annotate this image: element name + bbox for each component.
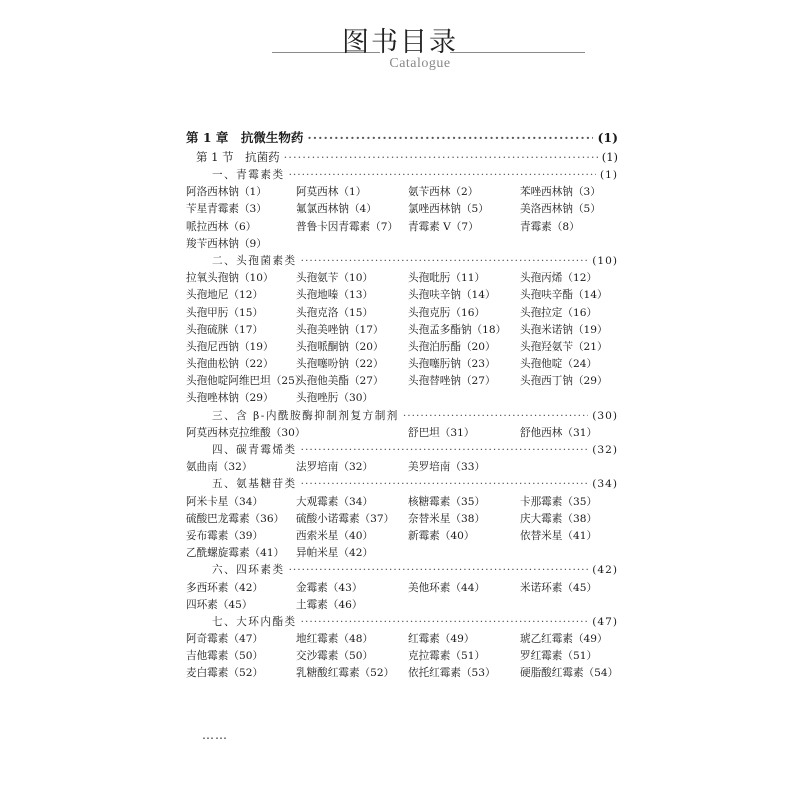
category-label: 一、青霉素类: [212, 169, 285, 181]
continuation-ellipsis: ……: [202, 728, 228, 742]
category-page-number: (47): [592, 615, 618, 628]
drug-entry[interactable]: 卡那霉素（35）: [520, 495, 598, 508]
drug-row: [186, 511, 618, 528]
drug-entry[interactable]: 青霉素 V（7）: [408, 220, 479, 233]
drug-entry[interactable]: 异帕米星（42）: [296, 547, 374, 560]
drug-entry[interactable]: 多西环素（42）: [186, 581, 264, 594]
drug-entry[interactable]: 红霉素（49）: [408, 633, 475, 646]
drug-entry[interactable]: 金霉素（43）: [296, 581, 363, 594]
toc-chapter-entry[interactable]: [186, 128, 618, 147]
drug-row: [186, 373, 618, 390]
drug-entry[interactable]: 硫酸巴龙霉素（36）: [186, 512, 285, 525]
category-label: 六、四环素类: [212, 564, 285, 577]
drug-row: [186, 597, 618, 614]
dot-leader: [307, 128, 593, 147]
drug-row: [186, 631, 618, 648]
drug-row: [186, 339, 618, 356]
drug-entry[interactable]: 头孢米诺钠（19）: [520, 323, 608, 336]
category-page-number: (34): [592, 478, 618, 491]
drug-entry[interactable]: 米诺环素（45）: [520, 581, 598, 594]
drug-entry[interactable]: 罗红霉素（51）: [520, 650, 598, 663]
drug-entry[interactable]: 庆大霉素（38）: [520, 512, 598, 525]
dot-leader: [301, 253, 589, 270]
drug-entry[interactable]: 新霉素（40）: [408, 529, 475, 542]
table-of-contents: [186, 128, 618, 683]
drug-entry[interactable]: 氨曲南（32）: [186, 461, 253, 474]
drug-entry[interactable]: 头孢唑肟（30）: [296, 392, 374, 405]
drug-entry[interactable]: 阿奇霉素（47）: [186, 633, 264, 646]
drug-entry[interactable]: 头孢地尼（12）: [186, 289, 264, 302]
drug-entry[interactable]: 麦白霉素（52）: [186, 667, 264, 680]
drug-entry[interactable]: 氯唑西林钠（5）: [408, 203, 489, 216]
page-subtitle: Catalogue: [389, 56, 451, 71]
drug-entry[interactable]: 氨苄西林（2）: [408, 186, 479, 199]
chapter-label: 第 1 章 抗微生物药: [186, 130, 304, 145]
drug-entry[interactable]: 乙酰螺旋霉素（41）: [186, 547, 285, 560]
drug-row: [186, 665, 618, 682]
drug-entry[interactable]: 头孢丙烯（12）: [520, 272, 598, 285]
category-list: [186, 167, 618, 683]
drug-entry[interactable]: 克拉霉素（51）: [408, 650, 486, 663]
toc-category-entry[interactable]: [186, 562, 618, 579]
drug-entry[interactable]: 头孢拉定（16）: [520, 306, 598, 319]
drug-entry[interactable]: 地红霉素（48）: [296, 633, 374, 646]
drug-entry[interactable]: 阿莫西林（1）: [296, 186, 367, 199]
drug-entry[interactable]: 四环素（45）: [186, 598, 253, 611]
drug-row: [186, 201, 618, 218]
drug-row: [186, 494, 618, 511]
category-label: 三、含 β-内酰胺酶抑制剂复方制剂: [212, 409, 399, 422]
drug-entry[interactable]: 依托红霉素（53）: [408, 667, 496, 680]
category-label: 二、头孢菌素类: [212, 254, 297, 267]
drug-row: [186, 184, 618, 201]
drug-entry[interactable]: 头孢羟氨苄（21）: [520, 340, 608, 353]
category-label: 四、碳青霉烯类: [212, 444, 297, 456]
drug-entry[interactable]: 头孢尼西钠（19）: [186, 340, 274, 353]
drug-entry[interactable]: 美洛西林钠（5）: [520, 203, 601, 216]
drug-entry[interactable]: 头孢唑林钠（29）: [186, 392, 274, 405]
drug-entry[interactable]: 头孢西丁钠（29）: [520, 375, 608, 388]
drug-row: [186, 219, 618, 236]
drug-entry[interactable]: 头孢哌酮钠（20）: [296, 340, 384, 353]
drug-row: [186, 356, 618, 373]
drug-entry[interactable]: 核糖霉素（35）: [408, 495, 486, 508]
drug-entry[interactable]: 硫酸小诺霉素（37）: [296, 512, 395, 525]
drug-entry[interactable]: 阿洛西林钠（1）: [186, 186, 267, 199]
category-page-number: (42): [592, 564, 618, 577]
drug-entry[interactable]: 头孢噻吩钠（22）: [296, 358, 384, 371]
section-label: 第 1 节 抗菌药: [196, 150, 280, 164]
page-title: 图书目录: [342, 27, 458, 58]
drug-entry[interactable]: 氟氯西林钠（4）: [296, 203, 377, 216]
dot-leader: [289, 167, 596, 184]
drug-entry[interactable]: 舒巴坦（31）: [408, 426, 475, 439]
toc-category-entry[interactable]: [186, 167, 618, 184]
drug-entry[interactable]: 大观霉素（34）: [296, 495, 374, 508]
drug-entry[interactable]: 琥乙红霉素（49）: [520, 633, 608, 646]
drug-row: [186, 580, 618, 597]
drug-row: [186, 390, 618, 407]
dot-leader: [301, 476, 589, 493]
drug-row: [186, 270, 618, 287]
toc-category-entry[interactable]: [186, 253, 618, 270]
toc-category-entry[interactable]: [186, 442, 618, 459]
drug-entry[interactable]: 头孢呋辛钠（14）: [408, 289, 496, 302]
drug-row: [186, 648, 618, 665]
drug-row: [186, 305, 618, 322]
drug-entry[interactable]: 乳糖酸红霉素（52）: [296, 667, 395, 680]
drug-entry[interactable]: 头孢硫脒（17）: [186, 323, 264, 336]
dot-leader: [403, 408, 588, 425]
drug-entry[interactable]: 头孢他啶（24）: [520, 358, 598, 371]
drug-row: [186, 459, 618, 476]
dot-leader: [301, 614, 589, 631]
drug-entry[interactable]: 苯唑西林钠（3）: [520, 186, 601, 199]
category-page-number: (30): [592, 409, 618, 422]
toc-section-entry[interactable]: [186, 147, 618, 167]
drug-entry[interactable]: 头孢泊肟酯（20）: [408, 340, 496, 353]
drug-entry[interactable]: 普鲁卡因青霉素（7）: [296, 220, 399, 233]
drug-entry[interactable]: 交沙霉素（50）: [296, 650, 374, 663]
drug-entry[interactable]: 美罗培南（33）: [408, 461, 486, 474]
drug-entry[interactable]: 奈替米星（38）: [408, 512, 486, 525]
drug-row: [186, 425, 618, 442]
toc-category-entry[interactable]: [186, 408, 618, 425]
drug-entry[interactable]: 头孢克肟（16）: [408, 306, 486, 319]
drug-entry[interactable]: 头孢地嗪（13）: [296, 289, 374, 302]
category-page-number: (10): [592, 254, 618, 267]
drug-entry[interactable]: 阿米卡星（34）: [186, 495, 264, 508]
drug-entry[interactable]: 头孢噻肟钠（23）: [408, 358, 496, 371]
category-page-number: (1): [599, 169, 618, 181]
drug-entry[interactable]: 法罗培南（32）: [296, 461, 374, 474]
drug-entry[interactable]: 青霉素（8）: [520, 220, 580, 233]
drug-row: [186, 528, 618, 545]
drug-row: [186, 545, 618, 562]
drug-entry[interactable]: 头孢他美酯（27）: [296, 375, 384, 388]
drug-entry[interactable]: 土霉素（46）: [296, 598, 363, 611]
chapter-page-number: (1): [597, 130, 618, 145]
page-header: [0, 20, 800, 80]
drug-entry[interactable]: 头孢孟多酯钠（18）: [408, 323, 507, 336]
toc-category-entry[interactable]: [186, 476, 618, 493]
drug-entry[interactable]: 吉他霉素（50）: [186, 650, 264, 663]
drug-entry[interactable]: 头孢氨苄（10）: [296, 272, 374, 285]
category-page-number: (32): [592, 444, 618, 456]
drug-entry[interactable]: 头孢甲肟（15）: [186, 306, 264, 319]
dot-leader: [289, 562, 589, 579]
dot-leader: [301, 442, 589, 459]
drug-entry[interactable]: 苄星青霉素（3）: [186, 203, 267, 216]
drug-entry[interactable]: 依替米星（41）: [520, 529, 598, 542]
category-label: 五、氨基糖苷类: [212, 478, 297, 491]
drug-row: [186, 287, 618, 304]
drug-entry[interactable]: 羧苄西林钠（9）: [186, 237, 267, 250]
category-label: 七、大环内酯类: [212, 615, 297, 628]
drug-entry[interactable]: 头孢曲松钠（22）: [186, 358, 274, 371]
toc-category-entry[interactable]: [186, 614, 618, 631]
drug-entry[interactable]: 头孢呋辛酯（14）: [520, 289, 608, 302]
drug-entry[interactable]: 美他环素（44）: [408, 581, 486, 594]
drug-entry[interactable]: 头孢替唑钠（27）: [408, 375, 496, 388]
drug-row: [186, 236, 618, 253]
drug-entry[interactable]: 西索米星（40）: [296, 529, 374, 542]
drug-row: [186, 322, 618, 339]
drug-entry[interactable]: 硬脂酸红霉素（54）: [520, 667, 619, 680]
drug-entry[interactable]: 妥布霉素（39）: [186, 529, 264, 542]
drug-entry[interactable]: 头孢美唑钠（17）: [296, 323, 384, 336]
drug-entry[interactable]: 哌拉西林（6）: [186, 220, 257, 233]
drug-entry[interactable]: 拉氧头孢钠（10）: [186, 272, 274, 285]
section-page-number: (1): [601, 150, 618, 164]
drug-entry[interactable]: 头孢吡肟（11）: [408, 272, 486, 285]
drug-entry[interactable]: 头孢他啶阿维巴坦（25）: [186, 375, 306, 388]
dot-leader: [284, 147, 598, 167]
drug-entry[interactable]: 阿莫西林克拉维酸（30）: [186, 426, 306, 439]
drug-entry[interactable]: 舒他西林（31）: [520, 426, 598, 439]
drug-entry[interactable]: 头孢克洛（15）: [296, 306, 374, 319]
